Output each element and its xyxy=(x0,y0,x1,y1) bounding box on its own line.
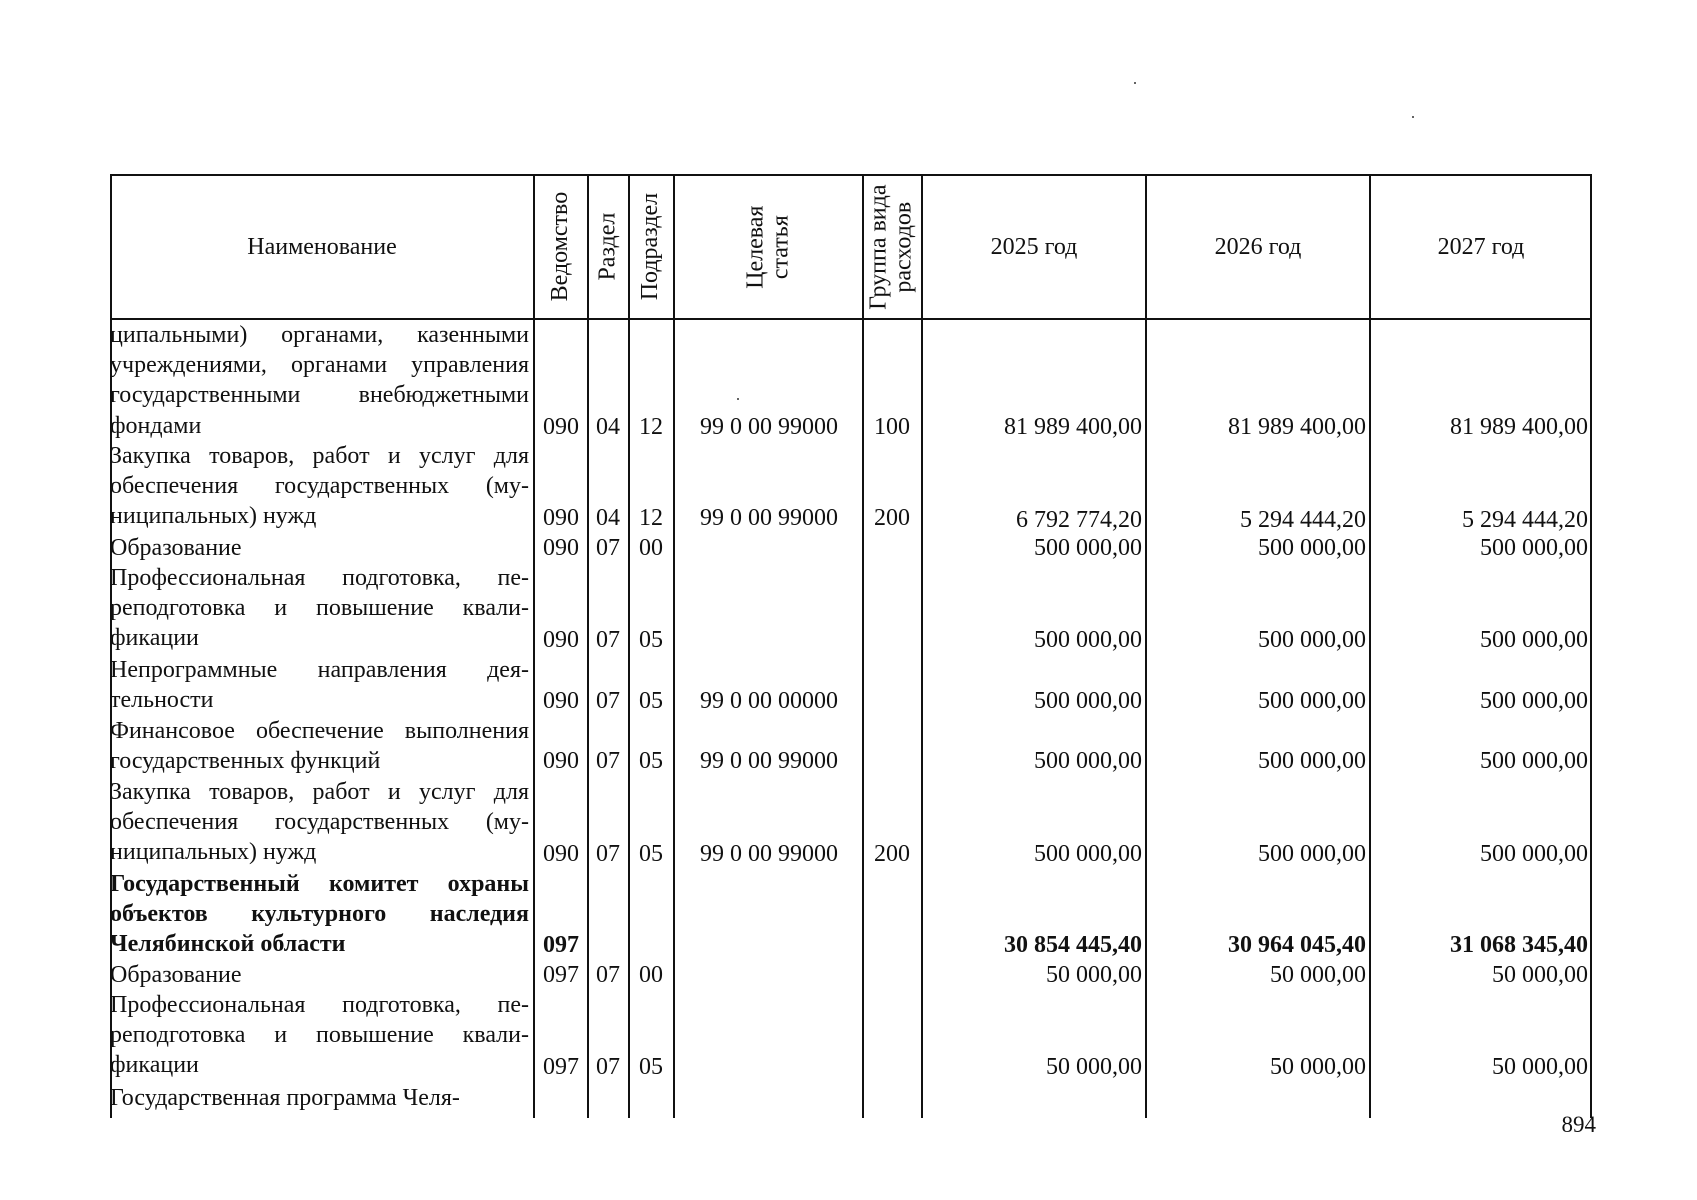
row-2025: 30 854 445,40 xyxy=(1004,932,1142,958)
row-2027: 500 000,00 xyxy=(1480,748,1588,774)
row-target: 99 0 00 99000 xyxy=(700,748,838,774)
row-2027: 500 000,00 xyxy=(1480,627,1588,653)
row-name: Закупка товаров, работ и услуг для обеспечения государственных (муниципальных) нужд xyxy=(110,443,529,530)
row-sub: 05 xyxy=(639,1054,663,1080)
row-sub: 05 xyxy=(639,627,663,653)
row-dept: 097 xyxy=(543,932,579,958)
row-group: 100 xyxy=(874,414,910,440)
col-rule-3 xyxy=(628,174,630,1118)
row-2026: 500 000,00 xyxy=(1258,535,1366,561)
row-dept: 090 xyxy=(543,505,579,531)
header-department: Ведомство xyxy=(547,192,574,302)
row-target: 99 0 00 00000 xyxy=(700,688,838,714)
row-2027: 50 000,00 xyxy=(1492,1054,1588,1080)
header-year-2027: 2027 год xyxy=(1437,233,1525,260)
row-name: Образование xyxy=(110,962,242,988)
row-2026: 500 000,00 xyxy=(1258,841,1366,867)
row-sec: 04 xyxy=(596,505,620,531)
row-2025: 500 000,00 xyxy=(1034,841,1142,867)
row-name: Государственная программа Челя- xyxy=(110,1085,460,1111)
row-2026: 30 964 045,40 xyxy=(1228,932,1366,958)
row-2025: 500 000,00 xyxy=(1034,627,1142,653)
row-dept: 097 xyxy=(543,962,579,988)
header-expense-group: Группа вида расходов xyxy=(865,184,917,310)
row-2027: 50 000,00 xyxy=(1492,962,1588,988)
header-name: Наименование xyxy=(247,233,397,260)
row-sub: 00 xyxy=(639,535,663,561)
row-2027: 500 000,00 xyxy=(1480,535,1588,561)
row-name: Профессиональная подготовка, переподготовка и повышение квалификации xyxy=(110,992,529,1079)
col-rule-8 xyxy=(1369,174,1371,1118)
row-name: Государственный комитет охраны объектов культурного наследия Челябинской области xyxy=(110,871,529,958)
row-sub: 05 xyxy=(639,841,663,867)
row-sub: 12 xyxy=(639,505,663,531)
row-2027: 500 000,00 xyxy=(1480,841,1588,867)
row-sec: 07 xyxy=(596,535,620,561)
row-dept: 090 xyxy=(543,627,579,653)
row-group: 200 xyxy=(874,841,910,867)
row-2025: 50 000,00 xyxy=(1046,962,1142,988)
row-2025: 500 000,00 xyxy=(1034,748,1142,774)
row-target: 99 0 00 99000 xyxy=(700,841,838,867)
header-subsection: Подраздел xyxy=(637,193,664,301)
row-name: ципальными) органами, казенными учреждениями, органами управления государственными внебюджетными фондами xyxy=(110,322,529,439)
row-2026: 50 000,00 xyxy=(1270,1054,1366,1080)
row-2025: 6 792 774,20 xyxy=(1016,507,1142,533)
row-sec: 07 xyxy=(596,962,620,988)
row-name: Непрограммные направления деятельности xyxy=(110,657,529,714)
row-sub: 05 xyxy=(639,748,663,774)
row-2025: 500 000,00 xyxy=(1034,688,1142,714)
row-group: 200 xyxy=(874,505,910,531)
row-name: Закупка товаров, работ и услуг для обеспечения государственных (муниципальных) нужд xyxy=(110,779,529,866)
row-2025: 500 000,00 xyxy=(1034,535,1142,561)
row-2025: 81 989 400,00 xyxy=(1004,414,1142,440)
row-2027: 31 068 345,40 xyxy=(1450,932,1588,958)
row-sec: 07 xyxy=(596,1054,620,1080)
row-dept: 090 xyxy=(543,414,579,440)
row-2025: 50 000,00 xyxy=(1046,1054,1142,1080)
row-dept: 090 xyxy=(543,535,579,561)
scan-speck xyxy=(1134,82,1136,84)
row-target: 99 0 00 99000 xyxy=(700,414,838,440)
row-2027: 5 294 444,20 xyxy=(1462,507,1588,533)
row-2026: 500 000,00 xyxy=(1258,627,1366,653)
row-sec: 07 xyxy=(596,627,620,653)
row-sec: 07 xyxy=(596,841,620,867)
row-2027: 500 000,00 xyxy=(1480,688,1588,714)
col-rule-right xyxy=(1590,174,1592,1118)
header-year-2025: 2025 год xyxy=(990,233,1078,260)
row-dept: 090 xyxy=(543,748,579,774)
row-dept: 090 xyxy=(543,688,579,714)
col-rule-6 xyxy=(921,174,923,1118)
row-sec: 07 xyxy=(596,748,620,774)
scan-speck xyxy=(737,398,739,400)
row-name: Профессиональная подготовка, переподготовка и повышение квалификации xyxy=(110,565,529,652)
scan-speck xyxy=(1412,116,1414,118)
row-name: Финансовое обеспечение выполнения государственных функций xyxy=(110,718,529,775)
col-rule-4 xyxy=(673,174,675,1118)
row-sub: 00 xyxy=(639,962,663,988)
row-target: 99 0 00 99000 xyxy=(700,505,838,531)
col-rule-5 xyxy=(862,174,864,1118)
col-rule-7 xyxy=(1145,174,1147,1118)
row-2026: 50 000,00 xyxy=(1270,962,1366,988)
header-target-item: Целевая статья xyxy=(742,205,794,289)
row-sec: 07 xyxy=(596,688,620,714)
row-2026: 500 000,00 xyxy=(1258,688,1366,714)
row-2026: 81 989 400,00 xyxy=(1228,414,1366,440)
row-dept: 090 xyxy=(543,841,579,867)
header-year-2026: 2026 год xyxy=(1214,233,1302,260)
row-2026: 5 294 444,20 xyxy=(1240,507,1366,533)
row-2027: 81 989 400,00 xyxy=(1450,414,1588,440)
row-dept: 097 xyxy=(543,1054,579,1080)
row-name: Образование xyxy=(110,535,242,561)
row-sec: 04 xyxy=(596,414,620,440)
header-section: Раздел xyxy=(594,213,621,281)
row-2026: 500 000,00 xyxy=(1258,748,1366,774)
page-number: 894 xyxy=(1561,1112,1596,1137)
row-sub: 05 xyxy=(639,688,663,714)
row-sub: 12 xyxy=(639,414,663,440)
